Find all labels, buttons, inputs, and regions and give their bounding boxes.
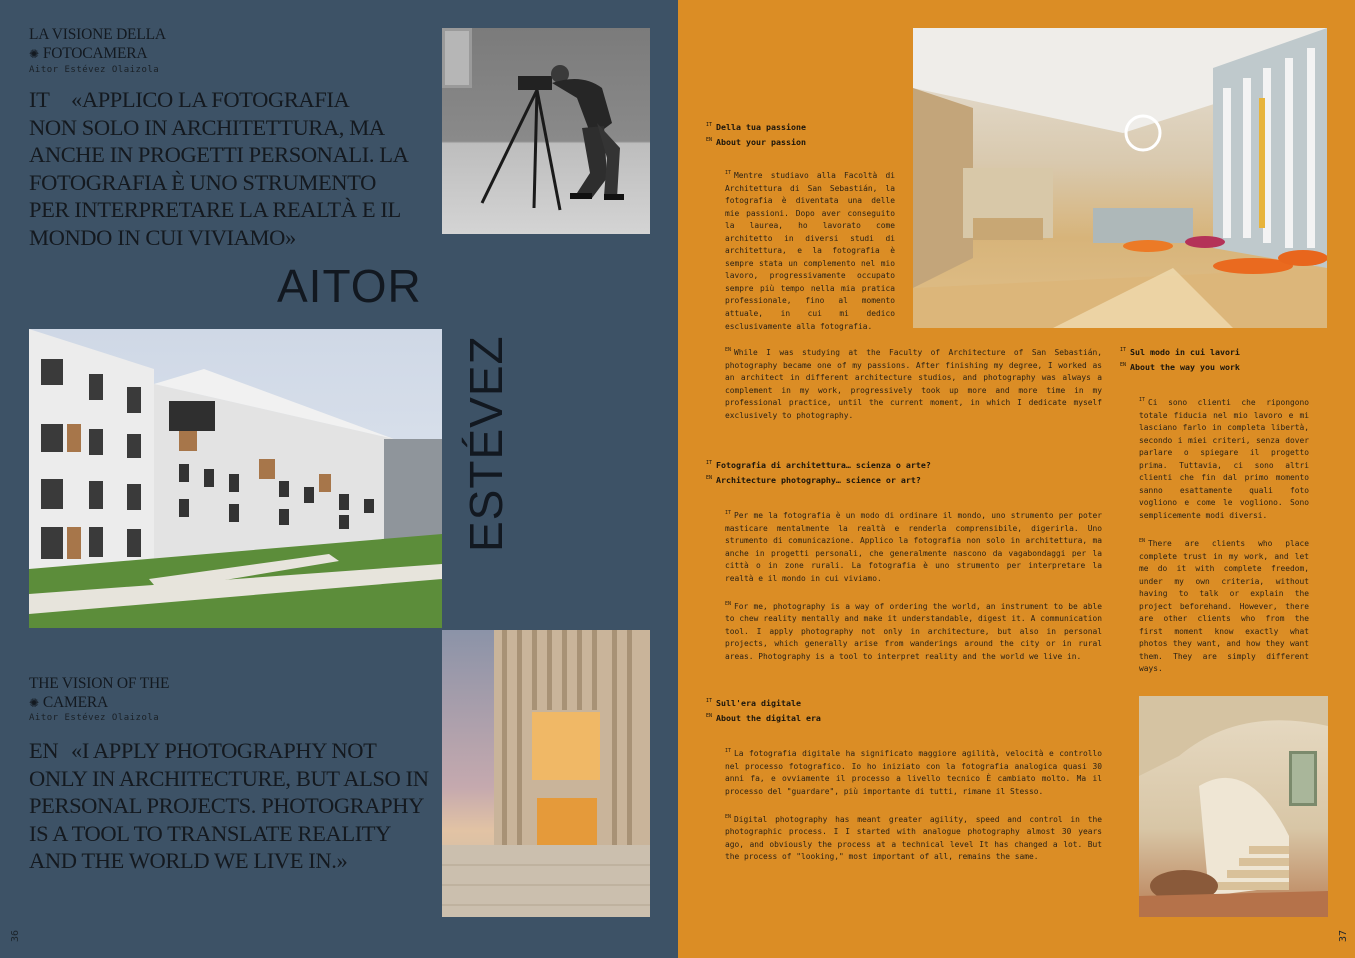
a3-text bbox=[1139, 394, 1309, 688]
it-title-line2: FOTOCAMERA bbox=[42, 45, 148, 62]
q4-it-tag: IT bbox=[706, 698, 713, 704]
a1-it-tag: IT bbox=[725, 170, 732, 176]
name-first: AITOR bbox=[277, 260, 422, 312]
en-quote-line3: PERSONAL PROJECTS. PHOTOGRAPHY bbox=[29, 793, 424, 818]
en-title-line1: THE VISION OF THE bbox=[29, 675, 170, 692]
it-quote-line6: MONDO IN CUI VIVIAMO» bbox=[29, 224, 296, 250]
a4-en-tag: EN bbox=[725, 813, 732, 820]
q4-it: Sull'era digitale bbox=[716, 698, 801, 708]
interior-photo bbox=[913, 28, 1327, 328]
right-page-number: 37 bbox=[1338, 929, 1349, 942]
q4-heading bbox=[706, 695, 956, 724]
left-page-number: 36 bbox=[10, 929, 21, 942]
en-quote bbox=[29, 737, 429, 875]
a2-it: Per me la fotografia è un modo di ordinare il mondo, uno strumento per poter masticare mentalmente la realtà e renderla comprensibile, digerirla. Uno strumento di comunicazione. Applico la fotografia non solo in architettura, ma anche in progetti personali, che generalmente nascono da vagabondaggi per la città o in zone rurali. La fotografia è uno strumento per interpretare la realtà e il mondo in cui viviamo. bbox=[725, 511, 1102, 583]
en-quote-line4: IS A TOOL TO TRANSLATE REALITY bbox=[29, 820, 391, 846]
a1-en-tag: EN bbox=[725, 347, 732, 353]
q4-en: About the digital era bbox=[716, 712, 821, 723]
a3-en: There are clients who place complete trust in my work, and let me do it with complete freedom, under my own criteria, without having to talk or explain the project beforehand. However, there are other clients who from the first moment know exactly what photos they want, and how they want them. They are simply different ways. bbox=[1139, 538, 1309, 674]
right-page bbox=[678, 0, 1355, 958]
q2-it-tag: IT bbox=[706, 460, 713, 466]
tower-illustration bbox=[442, 630, 650, 917]
staircase-photo bbox=[1139, 696, 1328, 917]
staircase-illustration bbox=[1139, 696, 1328, 917]
star-icon: ✺ bbox=[29, 696, 39, 710]
a3-en-tag: EN bbox=[1139, 537, 1146, 544]
building-illustration bbox=[29, 329, 442, 628]
a4-it-tag: IT bbox=[725, 748, 732, 754]
star-icon: ✺ bbox=[29, 47, 39, 61]
photographer-photo bbox=[442, 28, 650, 234]
tower-photo bbox=[442, 630, 650, 917]
q1-en-tag: EN bbox=[706, 136, 713, 143]
q1-en: About your passion bbox=[716, 136, 806, 147]
en-quote-line2: ONLY IN ARCHITECTURE, BUT ALSO IN bbox=[29, 765, 429, 791]
a2-text bbox=[725, 507, 1102, 676]
q2-en: Architecture photography… science or art? bbox=[716, 474, 921, 485]
q1-it: Della tua passione bbox=[716, 122, 806, 132]
q1-heading bbox=[706, 119, 906, 148]
en-quote-line1: «I APPLY PHOTOGRAPHY NOT bbox=[71, 738, 377, 763]
it-byline: Aitor Estévez Olaizola bbox=[29, 65, 160, 75]
it-quote bbox=[29, 86, 408, 251]
a1-en-text bbox=[725, 344, 1102, 435]
a2-en: For me, photography is a way of ordering the world, an instrument to be able to chew reality mentally and make it understandable, digest it. A communication tool. I apply photography not only in architecture, but also in personal projects, which generally arise from wanderings around the city or in rural areas. Photography is a tool to interpret reality and the world we live in. bbox=[725, 601, 1102, 661]
photographer-illustration bbox=[442, 28, 650, 234]
it-lang-tag: IT bbox=[29, 87, 50, 112]
a1-it: Mentre studiavo alla Facoltà di Architettura di San Sebastián, la fotografia è diventata una delle mie passioni. Dopo aver conseguito la laurea, ho lavorato come architetto in diversi studi di architettura, e la fotografia è sempre stata un complemento nel mio lavoro, progressivamente occupato sempre più tempo nella mia pratica professionale, fino al momento attuale, in cui mi dedico esclusivamente alla fotografia. bbox=[725, 171, 895, 331]
en-title-line2: CAMERA bbox=[42, 694, 108, 711]
it-title-line1: LA VISIONE DELLA bbox=[29, 26, 166, 43]
q2-heading bbox=[706, 457, 1086, 486]
q3-en: About the way you work bbox=[1130, 361, 1240, 372]
a4-it: La fotografia digitale ha significato maggiore agilità, velocità e controllo nel processo fotografico. Io ho iniziato con la fotografia analogica quasi 30 anni fa, e ovviamente il processo a livello tecnico È cambiato molto. Ma il processo del "guardare", più importante di tutti, rimane il Stesso. bbox=[725, 749, 1102, 796]
it-quote-line3: ANCHE IN PROGETTI PERSONALI. LA bbox=[29, 142, 409, 167]
q3-it-tag: IT bbox=[1120, 347, 1127, 353]
a2-en-tag: EN bbox=[725, 600, 732, 607]
q3-heading bbox=[1120, 344, 1340, 373]
a3-it-tag: IT bbox=[1139, 397, 1146, 403]
interior-illustration bbox=[913, 28, 1327, 328]
it-quote-line4: FOTOGRAFIA È UNO STRUMENTO bbox=[29, 169, 376, 195]
it-quote-line2: NON SOLO IN ARCHITETTURA, MA bbox=[29, 114, 385, 140]
q3-it: Sul modo in cui lavori bbox=[1130, 347, 1240, 357]
it-section-title bbox=[29, 25, 166, 64]
it-quote-line1: «APPLICO LA FOTOGRAFIA bbox=[71, 87, 350, 112]
a1-en: While I was studying at the Faculty of Architecture of San Sebastián, photography became one of my passions. After finishing my degree, I worked as an architect in different architecture studios, and photography was always a complement in my work, progressively took up more and more time in my professional practice, until the current moment, in which I dedicate myself exclusively to photography. bbox=[725, 348, 1102, 420]
it-quote-line5: PER INTERPRETARE LA REALTÀ E IL bbox=[29, 197, 401, 222]
a4-text bbox=[725, 745, 1102, 876]
q4-en-tag: EN bbox=[706, 712, 713, 719]
q1-it-tag: IT bbox=[706, 122, 713, 128]
a2-it-tag: IT bbox=[725, 510, 732, 516]
en-byline: Aitor Estévez Olaizola bbox=[29, 713, 160, 723]
q2-it: Fotografia di architettura… scienza o arte? bbox=[716, 460, 931, 470]
en-quote-line5: AND THE WORLD WE LIVE IN.» bbox=[29, 848, 348, 873]
a3-it: Ci sono clienti che ripongono totale fiducia nel mio lavoro e mi lasciano farlo in completa libertà, secondo i miei criteri, senza dover parlare o spiegare il progetto prima. Tuttavia, ci sono altri clienti che fin dal primo momento sanno esattamente quali foto vogliono e come le vogliono. Sono semplicemente modi diversi. bbox=[1139, 398, 1309, 520]
en-lang-tag: EN bbox=[29, 738, 59, 763]
a4-en: Digital photography has meant greater agility, speed and control in the photographic process. I I started with analogue photography almost 30 years ago, and obviously the process at a technical level It has changed a lot. But the process of "looking," most important of all, remains the same. bbox=[725, 814, 1102, 862]
en-section-title bbox=[29, 674, 169, 713]
q3-en-tag: EN bbox=[1120, 361, 1127, 368]
a1-it-text bbox=[725, 167, 895, 346]
name-last: ESTÉVEZ bbox=[460, 335, 512, 552]
q2-en-tag: EN bbox=[706, 474, 713, 481]
residential-building-photo bbox=[29, 329, 442, 628]
